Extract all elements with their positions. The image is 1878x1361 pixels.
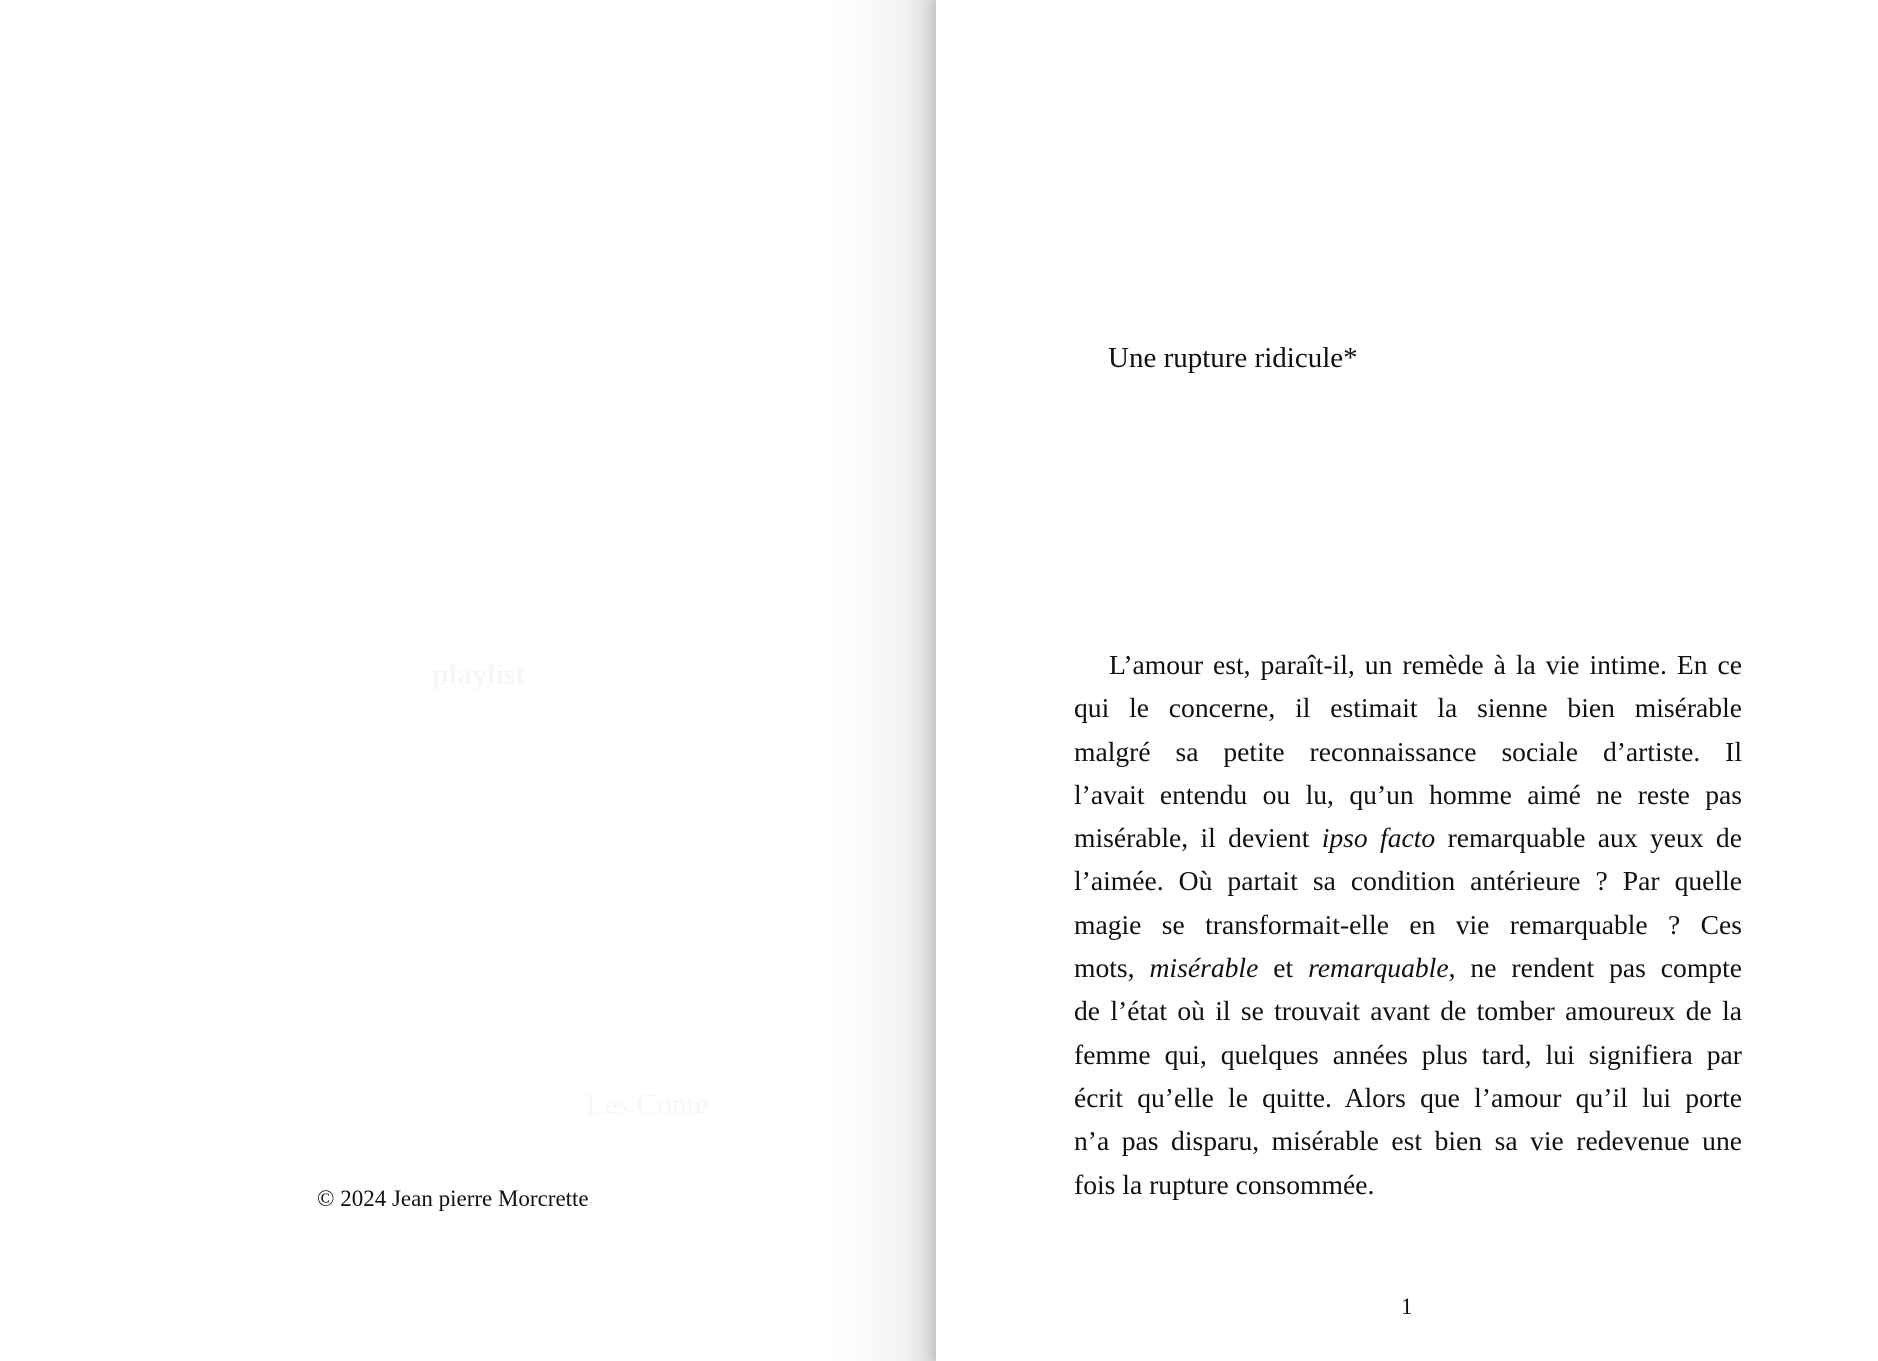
paragraph-line: L’amour est, paraît-il, un remède à la vie intime. En ce [1109,649,1742,680]
story-title: Une rupture ridicule* [1108,342,1358,374]
copyright-notice: © 2024 Jean pierre Morcrette [317,1186,589,1211]
paragraph-line: femme qui, quelques années plus tard, lui signifiera par [1074,1038,1742,1070]
italic-word: remarquable [1308,952,1449,984]
italic-phrase: ipso facto [1321,822,1436,854]
paragraph-line: qui le concerne, il estimait la sienne bien misérable [1074,692,1742,724]
paragraph-line: de l’état où il se trouvait avant de tomber amoureux de la [1074,995,1742,1027]
page-number: 1 [1401,1294,1413,1319]
story-paragraph [1074,643,1742,1206]
italic-word: misérable [1149,952,1259,984]
left-page [0,0,936,1361]
paragraph-line: magie se transformait-elle en vie remarquable ? Ces [1074,908,1742,940]
gutter-shadow [826,0,936,1361]
show-through-text [586,1088,708,1122]
paragraph-line: mots, misérable et remarquable, ne rendent pas compte [1074,952,1742,984]
paragraph-line: n’a pas disparu, misérable est bien sa vie redevenue une [1074,1125,1742,1157]
paragraph-line: misérable, il devient ipso facto remarquable aux yeux de [1074,822,1742,854]
paragraph-line: l’avait entendu ou lu, qu’un homme aimé ne reste pas [1074,778,1742,810]
right-page [936,0,1878,1361]
paragraph-line: malgré sa petite reconnaissance sociale d’artiste. Il [1074,735,1742,767]
paragraph-line: fois la rupture consommée. [1074,1168,1375,1200]
show-through-text [432,658,525,692]
paragraph-line: écrit qu’elle le quitte. Alors que l’amour qu’il lui porte [1074,1081,1742,1113]
paragraph-line: l’aimée. Où partait sa condition antérieure ? Par quelle [1074,865,1742,897]
